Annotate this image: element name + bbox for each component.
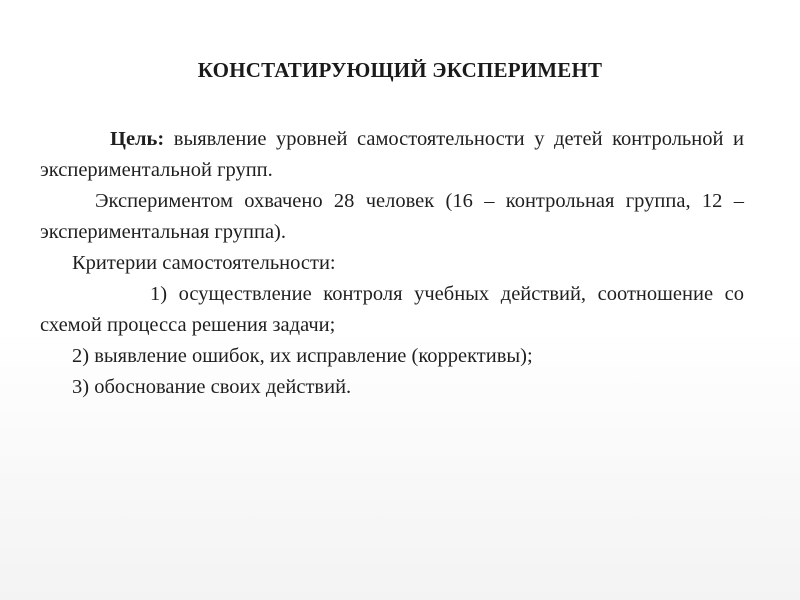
slide-body	[40, 124, 744, 403]
goal-label: Цель:	[110, 128, 165, 150]
goal-text: выявление уровней самостоятельности у детей контрольной и экспериментальной групп.	[40, 128, 744, 181]
goal-paragraph	[40, 124, 744, 186]
criteria-heading: Критерии самостоятельности:	[72, 252, 336, 274]
experiment-paragraph: Экспериментом охвачено 28 человек (16 – контрольная группа, 12 – экспериментальная группа).	[40, 190, 744, 243]
criterion-item: 3) обоснование своих действий.	[72, 376, 352, 398]
slide-title: КОНСТАТИРУЮЩИЙ ЭКСПЕРИМЕНТ	[197, 58, 603, 82]
criterion-item: 1) осуществление контроля учебных действий, соотношение со схемой процесса решения задачи;	[40, 283, 744, 336]
criterion-item: 2) выявление ошибок, их исправление (коррективы);	[72, 345, 533, 367]
